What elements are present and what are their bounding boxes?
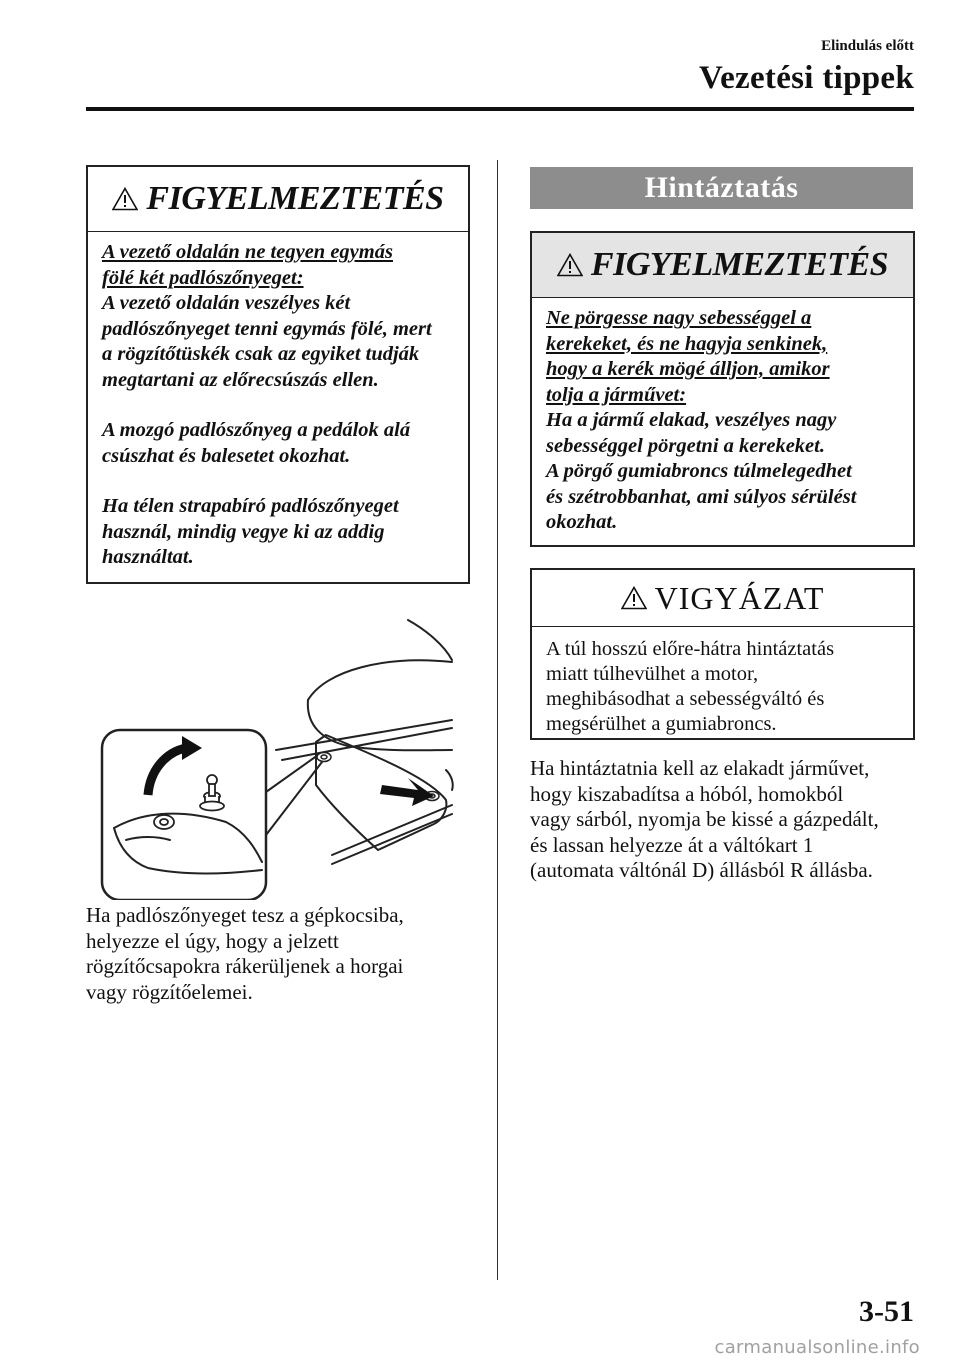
warning-text-line: okozhat. <box>546 511 618 533</box>
body-text-line: hogy kiszabadítsa a hóból, homokból <box>530 781 844 806</box>
left-warning-body <box>88 232 468 583</box>
warning-triangle-icon <box>621 586 647 610</box>
right-warning-header <box>532 233 913 298</box>
warning-text-line: csúszhat és balesetet okozhat. <box>102 444 351 467</box>
header-section-label: Elindulás előtt <box>821 38 914 54</box>
warning-text-line: A pörgő gumiabroncs túlmelegedhet <box>546 460 852 482</box>
body-text-line: rögzítőcsapokra rákerüljenek a horgai <box>86 954 404 978</box>
warning-triangle-icon <box>112 187 138 211</box>
caution-body <box>532 627 913 749</box>
right-warning-heading: FIGYELMEZTETÉS <box>590 246 889 283</box>
left-warning-box <box>86 165 470 584</box>
warning-underlined-line: A vezető oldalán ne tegyen egymás <box>102 241 393 263</box>
warning-text-line: használ, mindig vegye ki az addig <box>102 520 385 543</box>
body-text-line: (automata váltónál D) állásból R állásba. <box>530 858 873 882</box>
warning-text-line: Ha a jármű elakad, veszélyes nagy <box>546 409 837 431</box>
section-title-band: Hintáztatás <box>530 167 913 209</box>
left-body-text <box>86 903 404 1005</box>
warning-triangle-icon <box>557 253 583 277</box>
warning-text-line: és szétrobbanhat, ami súlyos sérülést <box>546 485 857 508</box>
body-text-line: helyezze el úgy, hogy a jelzett <box>86 928 339 953</box>
warning-text-line: Ha télen strapabíró padlószőnyeget <box>102 495 399 517</box>
right-warning-box <box>530 231 915 547</box>
caution-text-line: miatt túlhevülhet a motor, <box>546 663 759 685</box>
caution-header <box>532 570 913 627</box>
body-text-line: Ha padlószőnyeget tesz a gépkocsiba, <box>86 903 404 927</box>
floor-mat-illustration <box>86 600 468 900</box>
warning-text-line: A vezető oldalán veszélyes két <box>102 292 351 314</box>
caution-text-line: megsérülhet a gumiabroncs. <box>546 713 777 735</box>
body-text-line: vagy sárból, nyomja be kissé a gázpedált, <box>530 807 879 831</box>
warning-text-line: padlószőnyeget tenni egymás fölé, mert <box>102 317 432 340</box>
warning-text-line: a rögzítőtüskék csak az egyiket tudják <box>102 343 420 365</box>
warning-text-line: A mozgó padlószőnyeg a pedálok alá <box>102 419 411 441</box>
warning-text-line: sebességgel pörgetni a kerekeket. <box>546 434 825 457</box>
warning-text-line: megtartani az előrecsúszás ellen. <box>102 368 379 391</box>
body-text-line: Ha hintáztatnia kell az elakadt járművet, <box>530 756 870 780</box>
caution-text-line: A túl hosszú előre-hátra hintáztatás <box>546 638 835 660</box>
right-body-text <box>530 756 879 884</box>
warning-underlined-line: tolja a járművet: <box>546 383 687 406</box>
header-rule <box>86 107 914 111</box>
warning-underlined-line: kerekeket, és ne hagyja senkinek, <box>546 332 828 355</box>
left-warning-header <box>88 167 468 232</box>
left-warning-heading: FIGYELMEZTETÉS <box>146 180 444 217</box>
page-title: Vezetési tippek <box>698 60 914 96</box>
warning-underlined-line: Ne pörgesse nagy sebességgel a <box>546 307 812 329</box>
watermark-text: carmanualsonline.info <box>714 1337 920 1358</box>
warning-underlined-line: fölé két padlószőnyeget: <box>102 266 304 289</box>
body-text-line: és lassan helyezze át a váltókart 1 <box>530 832 814 857</box>
caution-box <box>530 568 915 740</box>
column-divider <box>497 160 498 1280</box>
warning-text-line: használtat. <box>102 546 194 568</box>
body-text-line: vagy rögzítőelemei. <box>86 979 253 1004</box>
caution-heading: VIGYÁZAT <box>654 579 825 616</box>
warning-underlined-line: hogy a kerék mögé álljon, amikor <box>546 358 830 380</box>
page-number: 3-51 <box>859 1295 914 1328</box>
caution-text-line: meghibásodhat a sebességváltó és <box>546 688 825 710</box>
right-warning-body <box>532 298 913 548</box>
